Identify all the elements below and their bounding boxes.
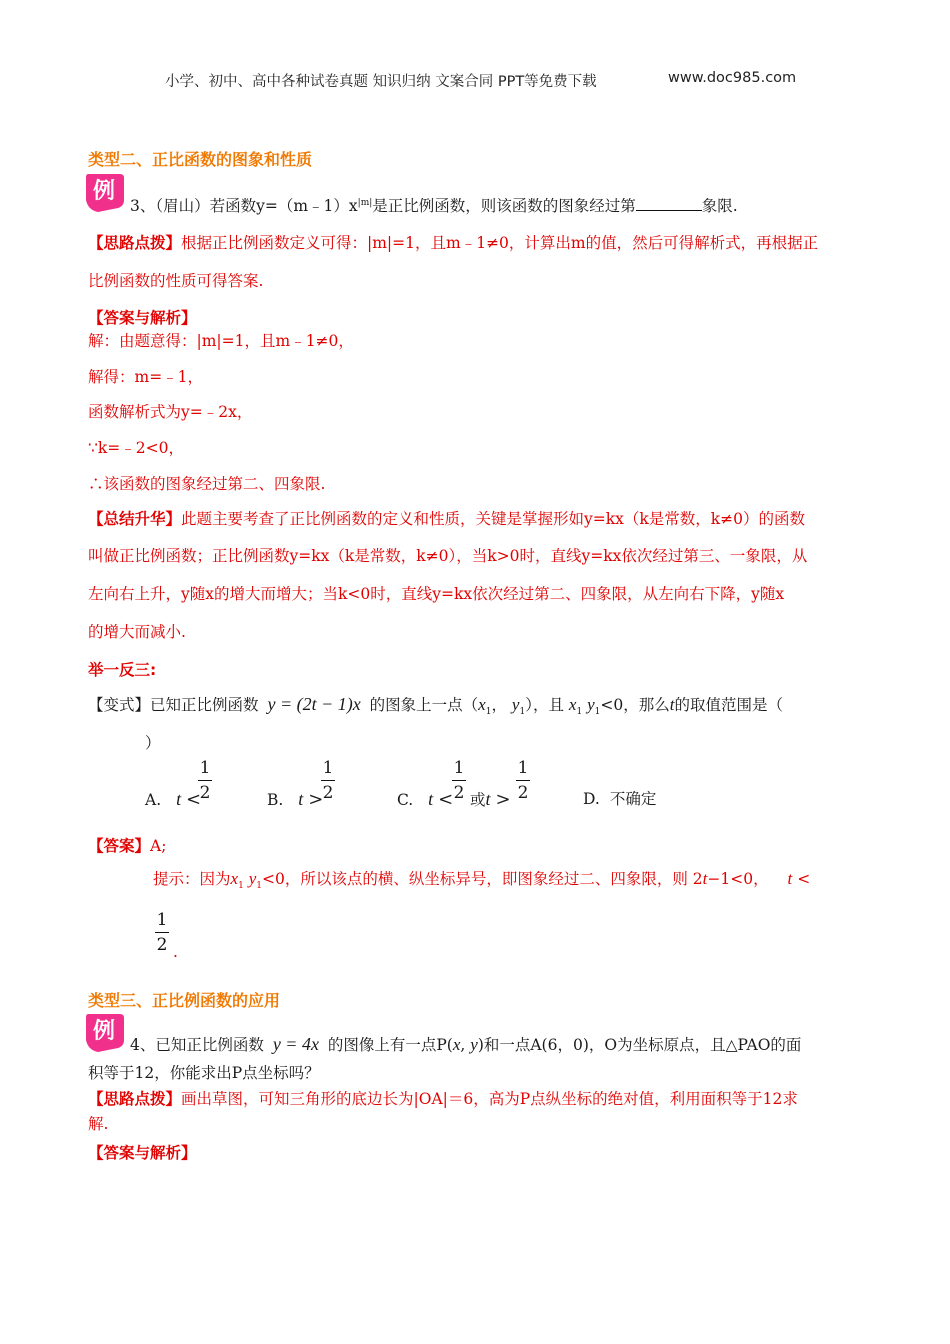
section2-heading: 类型二、正比函数的图象和性质 [88,150,313,169]
variant-close-paren: ） [145,734,161,752]
option-c-or: 或t > [470,789,511,810]
section3-answer-label: 【答案与解析】 [88,1144,197,1162]
answer-blank [636,196,702,211]
option-b: B. t > [267,789,324,810]
solution-line-4: ∵k=﹣2<0， [88,439,184,457]
solution-line-5: ∴该函数的图象经过第二、四象限. [88,475,326,493]
variant-label: 举一反三: [88,661,157,679]
answer-label: 【答案与解析】 [88,309,197,327]
option-c-fraction-1: 1 2 [453,758,465,803]
example-badge-label: 例 [92,179,116,204]
option-b-fraction: 1 2 [322,758,334,803]
tip-fraction: 1 2 [156,910,168,955]
example-badge-icon-2 [82,1010,126,1054]
option-c: C. t < [397,789,454,810]
page-header-site: www.doc985.com [668,70,797,86]
option-a: A. t < [145,789,202,810]
summary-line-4: 的增大而减小. [88,623,186,641]
option-c-fraction-2: 1 2 [517,758,529,803]
question-4-line-1: 4、已知正比例函数 y = 4x 的图像上有一点P(x, y)和一点A(6，0)，O为坐标原点，且△PAO的面 [130,1034,802,1054]
variant-question-line-1: 【变式】已知正比例函数 y = (2t − 1)x 的图象上一点（$x_1$， $y_1$），且 $x_1$ $y_1<0$，那么t的取值范围是（ [88,694,783,718]
hint-line-1: 【思路点拨】根据正比例函数定义可得：|m|=1，且m﹣1≠0，计算出m的值，然后可得解析式，再根据正 [88,234,819,252]
option-a-fraction: 1 2 [199,758,211,803]
section3-heading: 类型三、正比例函数的应用 [88,991,281,1010]
page-header-text: 小学、初中、高中各种试卷真题 知识归纳 文案合同 PPT等免费下载 [165,74,597,90]
solution-line-2: 解得：m=﹣1， [88,368,204,386]
question-3: 3、（眉山）若函数$y=(m﹣1)x^{|m|}$是正比例函数，则该函数的图象经过第 象限. [130,197,738,216]
variant-tip: 提示：因为$x_1$ $y_1<0$，所以该点的横、纵坐标异号，即图象经过二、四象限，则 2t−1<0， t < [153,869,811,892]
summary-line-1: 【总结升华】此题主要考查了正比例函数的定义和性质，关键是掌握形如y=kx（k是常数，k≠0）的函数 [88,510,806,528]
question-4-line-2: 积等于12，你能求出P点坐标吗？ [88,1064,320,1082]
variant-function: y = (2t − 1)x [267,694,361,714]
hint-line-2: 比例函数的性质可得答案. [88,272,264,290]
solution-line-3: 函数解析式为y=﹣2x， [88,403,253,421]
section3-hint-line-1: 【思路点拨】画出草图，可知三角形的底边长为|OA|＝6，高为P点纵坐标的绝对值，利用面积等于12求 [88,1090,798,1108]
tip-end: . [173,943,178,961]
variant-answer: 【答案】A; [88,837,167,855]
section3-hint-line-2: 解. [88,1115,109,1133]
example-badge-icon [82,170,126,214]
question-4-function: y = 4x [272,1034,319,1054]
option-d: D. 不确定 [583,790,657,808]
solution-line-1: 解：由题意得：|m|=1，且m﹣1≠0， [88,332,354,350]
summary-line-2: 叫做正比例函数；正比例函数y=kx（k是常数，k≠0），当k>0时，直线y=kx依次经过第三、一象限，从 [88,547,808,565]
example-badge-label-2: 例 [92,1019,116,1044]
summary-line-3: 左向右上升，y随x的增大而增大；当k<0时，直线y=kx依次经过第二、四象限，从左向右下降，y随x [88,585,785,603]
